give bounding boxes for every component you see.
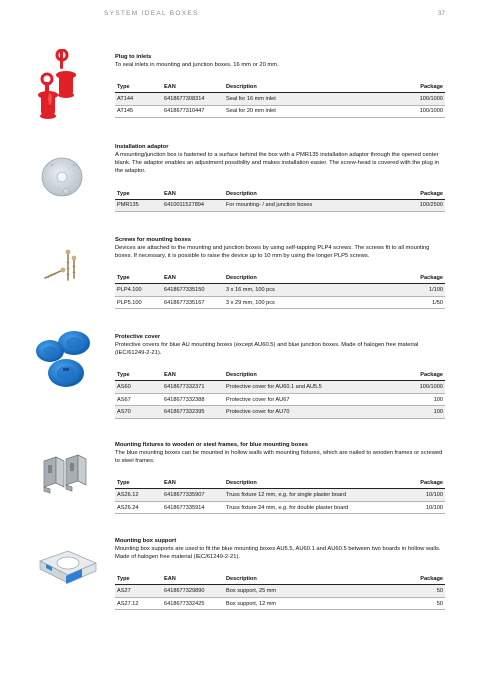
cell-package: 50 bbox=[386, 597, 445, 610]
cell-type: AT144 bbox=[115, 93, 162, 106]
cell-description: 3 x 29 mm, 100 pcs bbox=[224, 296, 386, 309]
plug-content bbox=[115, 53, 445, 118]
cell-ean: 6418677332425 bbox=[162, 597, 224, 610]
product-table bbox=[115, 273, 445, 309]
cell-description: Box support, 12 mm bbox=[224, 597, 386, 610]
cell-type: AS67 bbox=[115, 393, 162, 406]
section-title: Installation adaptor bbox=[115, 144, 169, 150]
cell-description: For mounting- / and junction boxes bbox=[224, 199, 386, 212]
col-description: Description bbox=[224, 478, 386, 489]
cell-package: 100/1000 bbox=[386, 105, 445, 118]
cell-ean: 6418677310447 bbox=[162, 105, 224, 118]
table-row bbox=[115, 93, 445, 106]
section-description: To seal inlets in mounting and junction boxes, 16 mm or 20 mm. bbox=[115, 62, 279, 68]
col-type: Type bbox=[115, 189, 162, 200]
table-row bbox=[115, 381, 445, 394]
section-description: Mounting box supports are used to fit the blue mounting boxes AU5.5, AU60.1 and AU60.5 between two boards in hollow walls. Made of halogen free material (IEC/61249-2-21). bbox=[115, 546, 441, 561]
section-title: Protective cover bbox=[115, 334, 161, 340]
col-ean: EAN bbox=[162, 478, 224, 489]
cell-description: Protective cover for AU67 bbox=[224, 393, 386, 406]
cover-content bbox=[115, 333, 445, 419]
cell-description: Seal for 20 mm inlet bbox=[224, 105, 386, 118]
fixtures-image bbox=[30, 449, 100, 499]
product-table bbox=[115, 370, 445, 419]
cell-ean: 6418677332388 bbox=[162, 393, 224, 406]
col-ean: EAN bbox=[162, 273, 224, 284]
cell-description: Truss fixture 12 mm, e.g. for single plaster board bbox=[224, 489, 386, 502]
fixtures-content bbox=[115, 441, 445, 514]
section-title: Plug to inlets bbox=[115, 54, 152, 60]
cell-type: AS26.24 bbox=[115, 501, 162, 514]
col-type: Type bbox=[115, 370, 162, 381]
cell-description: Truss fixture 24 mm, e.g. for double plaster board bbox=[224, 501, 386, 514]
cell-description: Seal for 16 mm inlet bbox=[224, 93, 386, 106]
section-description: Protective covers for blue AU mounting boxes (except AU60.5) and blue junction boxes. Made of halogen free material (IEC/61249-2-21). bbox=[115, 342, 419, 357]
cell-type: AS70 bbox=[115, 406, 162, 419]
cell-package: 1/100 bbox=[386, 284, 445, 297]
col-description: Description bbox=[224, 574, 386, 585]
cell-package: 100/1000 bbox=[386, 381, 445, 394]
section-description: Devices are attached to the mounting and junction boxes by using self-tapping PLP4 screws. The screws fit to all mounting boxes. If necessary, it is possible to raise the device up to 10 mm by using the longer PLP5 screws. bbox=[115, 245, 430, 260]
cell-type: AS60 bbox=[115, 381, 162, 394]
screws-image bbox=[30, 248, 100, 288]
plug-image bbox=[30, 49, 100, 129]
table-row bbox=[115, 489, 445, 502]
table-row bbox=[115, 393, 445, 406]
cell-package: 1/50 bbox=[386, 296, 445, 309]
col-package: Package bbox=[386, 273, 445, 284]
col-type: Type bbox=[115, 82, 162, 93]
cell-description: 3 x 16 mm, 100 pcs bbox=[224, 284, 386, 297]
header-title: SYSTEM IDEAL BOXES bbox=[104, 10, 199, 17]
col-description: Description bbox=[224, 189, 386, 200]
cell-package: 10/100 bbox=[386, 501, 445, 514]
section-description: A mounting/junction box is fastened to a surface behind the box with a PMR135 installation adaptor through the opened center blank. The adaptor enables an adjustment possibility and makes installation easier. The screw-head is covered with the plug in the adaptor. bbox=[115, 152, 439, 175]
cell-package: 100 bbox=[386, 393, 445, 406]
table-row bbox=[115, 597, 445, 610]
table-row bbox=[115, 406, 445, 419]
table-row bbox=[115, 296, 445, 309]
cell-description: Protective cover for AU60.1 and AU5.5 bbox=[224, 381, 386, 394]
support-content bbox=[115, 537, 445, 610]
table-row bbox=[115, 105, 445, 118]
section-description: The blue mounting boxes can be mounted in hollow walls with mounting fixtures, which are nailed to wooden frames or screwed to steel frames. bbox=[115, 450, 443, 465]
product-table bbox=[115, 478, 445, 514]
col-type: Type bbox=[115, 478, 162, 489]
table-row bbox=[115, 501, 445, 514]
col-type: Type bbox=[115, 273, 162, 284]
product-table bbox=[115, 574, 445, 610]
page-number: 37 bbox=[437, 10, 445, 17]
col-ean: EAN bbox=[162, 82, 224, 93]
cell-type: PLP5.100 bbox=[115, 296, 162, 309]
cell-ean: 6418677335907 bbox=[162, 489, 224, 502]
col-description: Description bbox=[224, 82, 386, 93]
screws-content bbox=[115, 236, 445, 309]
col-ean: EAN bbox=[162, 189, 224, 200]
cell-ean: 6418677335150 bbox=[162, 284, 224, 297]
adaptor-image bbox=[30, 151, 100, 201]
cell-ean: 6418677335914 bbox=[162, 501, 224, 514]
cell-type: AS27 bbox=[115, 585, 162, 598]
table-row bbox=[115, 585, 445, 598]
cell-type: PMR135 bbox=[115, 199, 162, 212]
cell-package: 10/100 bbox=[386, 489, 445, 502]
col-package: Package bbox=[386, 574, 445, 585]
adaptor-content bbox=[115, 143, 445, 212]
cell-package: 100/2500 bbox=[386, 199, 445, 212]
col-package: Package bbox=[386, 370, 445, 381]
section-title: Screws for mounting boxes bbox=[115, 237, 192, 243]
cell-type: AT145 bbox=[115, 105, 162, 118]
cell-type: AS26.12 bbox=[115, 489, 162, 502]
col-ean: EAN bbox=[162, 574, 224, 585]
support-image bbox=[30, 541, 100, 591]
col-type: Type bbox=[115, 574, 162, 585]
cover-image bbox=[30, 329, 100, 391]
cell-ean: 6418677308314 bbox=[162, 93, 224, 106]
cell-type: AS27.12 bbox=[115, 597, 162, 610]
col-ean: EAN bbox=[162, 370, 224, 381]
col-package: Package bbox=[386, 478, 445, 489]
cell-type: PLP4.100 bbox=[115, 284, 162, 297]
cell-package: 50 bbox=[386, 585, 445, 598]
product-table bbox=[115, 189, 445, 213]
cell-package: 100 bbox=[386, 406, 445, 419]
section-title: Mounting box support bbox=[115, 538, 177, 544]
cell-description: Protective cover for AU70 bbox=[224, 406, 386, 419]
col-description: Description bbox=[224, 273, 386, 284]
cell-ean: 6418677329890 bbox=[162, 585, 224, 598]
col-package: Package bbox=[386, 189, 445, 200]
cell-description: Box support, 25 mm bbox=[224, 585, 386, 598]
cell-ean: 6410011527894 bbox=[162, 199, 224, 212]
page-header bbox=[104, 10, 445, 22]
cell-ean: 6418677332395 bbox=[162, 406, 224, 419]
col-package: Package bbox=[386, 82, 445, 93]
cell-package: 100/1000 bbox=[386, 93, 445, 106]
col-description: Description bbox=[224, 370, 386, 381]
cell-ean: 6418677332371 bbox=[162, 381, 224, 394]
product-table bbox=[115, 82, 445, 118]
table-row bbox=[115, 284, 445, 297]
table-row bbox=[115, 199, 445, 212]
section-title: Mounting fixtures to wooden or steel frames, for blue mounting boxes bbox=[115, 442, 308, 448]
cell-ean: 6418677335167 bbox=[162, 296, 224, 309]
